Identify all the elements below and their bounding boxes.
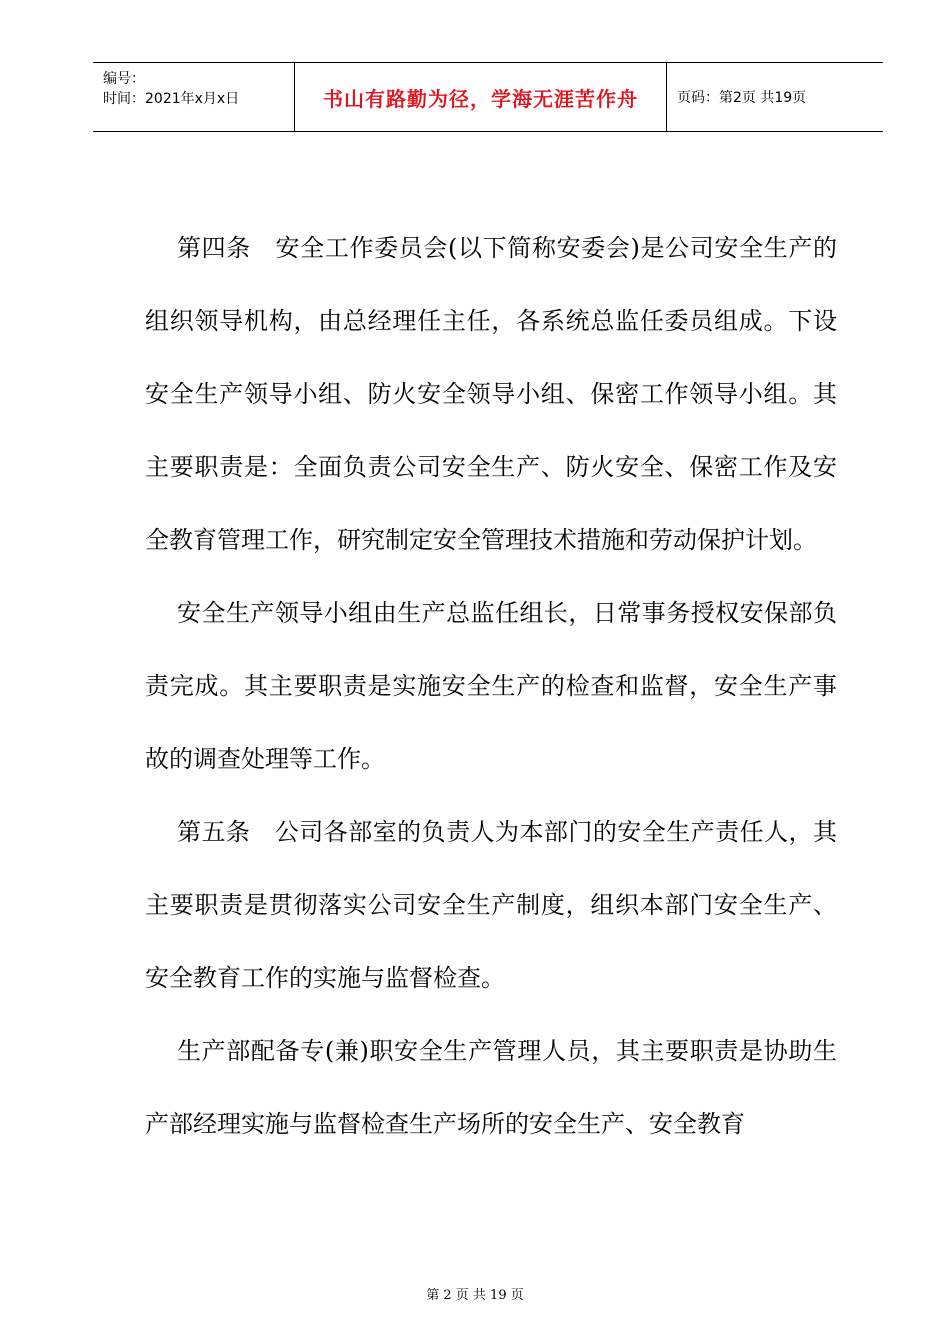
paragraph: 安全生产领导小组由生产总监任组长，日常事务授权安保部负责完成。其主要职责是实施安全生产的检查和监督，安全生产事故的调查处理等工作。: [145, 599, 837, 773]
page-label: 页码：第2页 共19页: [677, 90, 807, 106]
header-meta: [93, 63, 295, 131]
time-label: 时间：2021年x月x日: [103, 91, 240, 107]
page-header: [93, 62, 883, 132]
header-motto-cell: [295, 63, 667, 131]
page-footer: 第 2 页 共 19 页: [426, 1288, 524, 1303]
header-page-cell: [667, 63, 883, 131]
paragraph: 第四条 安全工作委员会(以下简称安委会)是公司安全生产的组织领导机构，由总经理任主任，各系统总监任委员组成。下设安全生产领导小组、防火安全领导小组、保密工作领导小组。其主要职责是：全面负责公司安全生产、防火安全、保密工作及安全教育管理工作，研究制定安全管理技术措施和劳动保护计划。: [145, 234, 837, 554]
motto: 书山有路勤为径，学海无涯苦作舟: [323, 86, 638, 111]
document-body: [145, 212, 837, 1161]
paragraph: 生产部配备专(兼)职安全生产管理人员，其主要职责是协助生产部经理实施与监督检查生产场所的安全生产、安全教育: [145, 1037, 837, 1138]
paragraph: 第五条 公司各部室的负责人为本部门的安全生产责任人，其主要职责是贯彻落实公司安全生产制度，组织本部门安全生产、安全教育工作的实施与监督检查。: [145, 818, 837, 992]
serial-label: 编号：: [103, 71, 145, 87]
